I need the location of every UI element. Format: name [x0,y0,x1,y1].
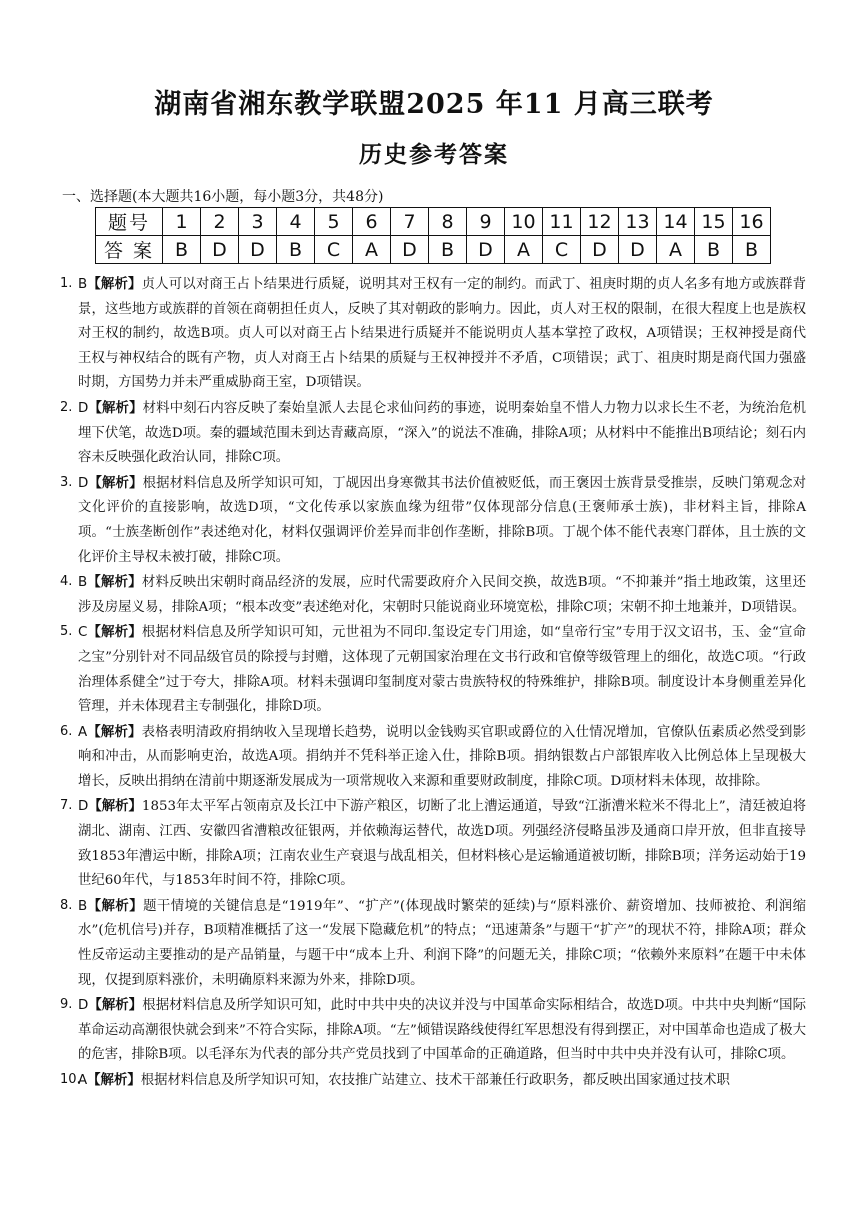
item-text: 根据材料信息及所学知识可知，元世祖为不同印.玺设定专门用途，如“皇帝行宝”专用于汉文诏书，玉、金“宣命之宝”分别针对不同品级官员的除授与封赠，这体现了元朝国家治理在文书行政和官僚等级管理上的细化，故选C项。“行政治理体系健全”过于夸大，排除A项。材料未强调印玺制度对蒙古贵族特权的特殊维护，排除B项。制度设计本身侧重差异化管理，并未体现君主专制强化，排除D项。 [78,625,807,715]
answer-cell: D [619,236,657,264]
question-number-row [96,208,771,236]
item-number: 4. [60,574,73,590]
item-text: 根据材料信息及所学知识可知，此时中共中央的决议并没与中国革命实际相结合，故选D项。中共中央判断“国际革命运动高潮很快就会到来”不符合实际，排除A项。“左”倾错误路线使得红军思想没有得到摆正，对中国革命也造成了极大的危害，排除B项。以毛泽东为代表的部分共产党员找到了中国革命的正确道路，但当时中共中央并没有认可，排除C项。 [78,998,807,1063]
question-number: 16 [733,208,771,236]
explanation-item [60,396,806,471]
answer-cell: A [505,236,543,264]
item-text: 根据材料信息及所学知识可知，丁觇因出身寒微其书法价值被贬低，而王褒因士族背景受推崇，反映门第观念对文化评价的直接影响，故选D项，“文化传承以家族血缘为纽带”仅体现部分信息(王褒师承士族)，非材料主旨，排除A项。“士族垄断创作”表述绝对化，材料仅强调评价差异而非创作垄断，排除B项。丁觇个体不能代表寒门群体，且士族的文化评价主导权未被打破，排除C项。 [78,475,807,565]
answer-row [96,236,771,264]
item-answer: A [78,1073,88,1088]
item-number: 7. [60,798,73,814]
page-title: 湖南省湘东教学联盟2025 年11 月高三联考 [154,89,714,120]
answer-cell: D [391,236,429,264]
answer-cell: A [657,236,695,264]
item-text: 材料反映出宋朝时商品经济的发展，应时代需要政府介入民间交换，故选B项。“不抑兼并”指土地政策，这里还涉及房屋义易，排除A项；“根本改变”表述绝对化，宋朝时只能说商业环境宽松，排除C项；宋朝不抑土地兼并，D项错误。 [78,575,807,615]
question-number: 13 [619,208,657,236]
question-number: 11 [543,208,581,236]
row-label-answer: 答 案 [96,236,163,264]
answer-cell: B [429,236,467,264]
item-number: 10. [60,1072,81,1087]
item-text: 贞人可以对商王占卜结果进行质疑，说明其对王权有一定的制约。而武丁、祖庚时期的贞人名多有地方或族群背景，这些地方或族群的首领在商朝担任贞人，反映了其对朝政的影响力。因此，贞人对王权的限制，在很大程度上也是族权对王权的制约，故选B项。贞人可以对商王占卜结果进行质疑并不能说明贞人基本掌控了政权，A项错误；王权神授是商代王权与神权结合的既有产物，贞人对商王占卜结果的质疑与王权神授并不矛盾，C项错误；武丁、祖庚时期是商代国力强盛时期，方国势力并未严重威胁商王室，D项错误。 [78,277,806,391]
page-subtitle: 历史参考答案 [359,141,509,168]
answer-cell: B [277,236,315,264]
answer-cell: D [467,236,505,264]
answer-cell: D [581,236,619,264]
item-answer: C [78,625,88,641]
item-tag: 【解析】 [88,399,143,416]
answer-table [95,207,771,264]
item-tag: 【解析】 [88,798,142,815]
item-text: 表格表明清政府捐纳收入呈现增长趋势，说明以金钱购买官职或爵位的入仕情况增加，官僚队伍素质必然受到影响和冲击，从而影响吏治，故选A项。捐纳并不凭科举正途入仕，排除B项。捐纳银数占户部银库收入比例总体上呈现极大增长，反映出捐纳在清前中期逐渐发展成为一项常规收入来源和重要财政制度，排除C项。D项材料未体现，故排除。 [78,724,807,789]
answer-cell: C [315,236,353,264]
item-number: 3. [60,474,73,490]
answer-cell: B [163,236,201,264]
row-label-question: 题号 [96,208,163,236]
item-answer: B [78,898,88,914]
item-tag: 【解析】 [87,1072,141,1088]
answer-cell: D [239,236,277,264]
item-answer: B [78,277,88,292]
item-tag: 【解析】 [87,624,142,641]
item-answer: D [78,400,89,416]
item-number: 2. [60,399,73,415]
explanation-item [60,794,806,893]
item-text: 材料中刻石内容反映了秦始皇派人去昆仑求仙问药的事迹，说明秦始皇不惜人力物力以求长生不老，为统治危机埋下伏笔，故选D项。秦的疆域范围未到达青藏高原，“深入”的说法不准确，排除A项；从材料中不能推出B项结论；刻石内容未反映强化政治认同，排除C项。 [78,400,807,466]
explanation-item [60,720,806,795]
item-number: 9. [60,997,73,1013]
question-number: 7 [391,208,429,236]
item-tag: 【解析】 [87,574,142,591]
explanation-item [60,1068,806,1094]
question-number: 10 [505,208,543,236]
answer-cell: B [695,236,733,264]
item-tag: 【解析】 [87,276,142,292]
question-number: 9 [467,208,505,236]
question-number: 12 [581,208,619,236]
explanation-item [60,894,806,993]
answer-cell: D [201,236,239,264]
item-text: 1853年太平军占领南京及长江中下游产粮区，切断了北上漕运通道，导致“江浙漕米粒米不得北上”，清廷被迫将湖北、湖南、江西、安徽四省漕粮改征银两，并依赖海运替代，故选D项。列强经济侵略虽涉及通商口岸开放，但非直接导致1853年漕运中断，排除A项；江南农业生产衰退与战乱相关，但材料核心是运输通道被切断，排除B项；洋务运动始于19世纪60年代，与1853年时间不符，排除C项。 [78,799,806,889]
item-tag: 【解析】 [88,474,143,491]
item-number: 6. [60,723,73,739]
item-number: 5. [60,624,73,640]
question-number: 8 [429,208,467,236]
item-answer: D [78,998,89,1014]
item-text: 题干情境的关键信息是“1919年”、“扩产”(体现战时繁荣的延续)与“原料涨价、薪资增加、技师被抢、利润缩水”(危机信号)并存，B项精准概括了这一“发展下隐藏危机”的特点；“迅速萧条”与题干“扩产”的现状不符，排除A项；群众性反帝运动主要推动的是产品销量，与题干中“成本上升、利润下降”的问题无关，排除C项；“依赖外来原料”在题干中未体现，仅提到原料涨价，未明确原料来源为外来，排除D项。 [78,898,806,988]
question-number: 14 [657,208,695,236]
explanation-item [60,620,806,719]
item-number: 1. [60,276,73,291]
item-tag: 【解析】 [87,723,142,740]
explanation-item [60,272,806,396]
item-number: 8. [60,897,73,913]
item-answer: D [78,475,89,491]
item-tag: 【解析】 [88,997,143,1014]
question-number: 6 [353,208,391,236]
item-text: 根据材料信息及所学知识可知，农技推广站建立、技术干部兼任行政职务，都反映出国家通过技术职 [140,1073,730,1088]
explanation-item [60,993,806,1068]
section-heading: 一、选择题(本大题共16小题，每小题3分，共48分) [62,189,384,205]
answer-cell: A [353,236,391,264]
answer-cell: C [543,236,581,264]
item-tag: 【解析】 [87,897,144,914]
item-answer: D [78,799,89,815]
question-number: 3 [239,208,277,236]
explanation-list [60,272,806,1094]
question-number: 15 [695,208,733,236]
question-number: 5 [315,208,353,236]
question-number: 4 [277,208,315,236]
item-answer: B [78,575,88,591]
answer-cell: B [733,236,771,264]
item-answer: A [78,724,88,740]
question-number: 2 [201,208,239,236]
question-number: 1 [163,208,201,236]
explanation-item [60,570,806,620]
explanation-item [60,471,806,570]
